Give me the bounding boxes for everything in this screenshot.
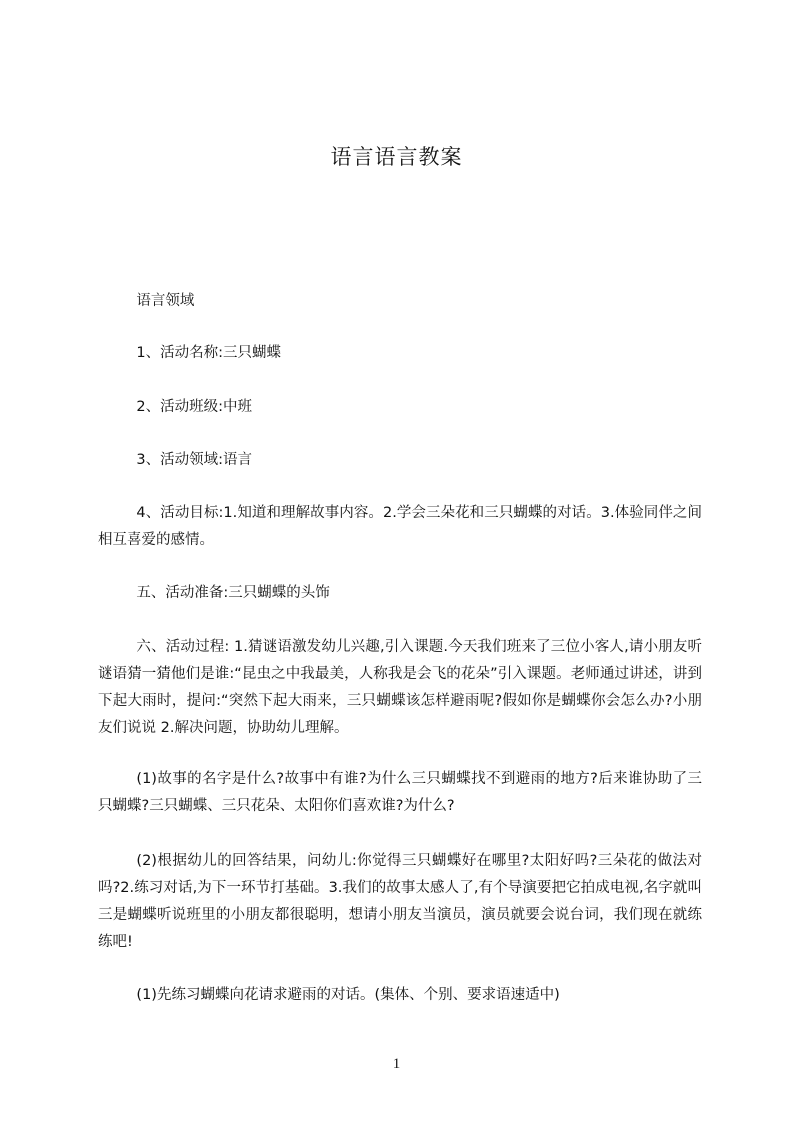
paragraph-dialogue-practice: (1)先练习蝴蝶向花请求避雨的对话。(集体、个别、要求语速适中) bbox=[136, 987, 560, 1003]
page-number: 1 bbox=[392, 1056, 401, 1072]
paragraph-activity-name: 1、活动名称:三只蝴蝶 bbox=[136, 345, 282, 361]
paragraph-activity-field: 3、活动领域:语言 bbox=[136, 452, 253, 468]
paragraph-questions: (1)故事的名字是什么?故事中有谁?为什么三只蝴蝶找不到避雨的地方?后来谁协助了三只蝴蝶?三只蝴蝶、三只花朵、太阳你们喜欢谁?为什么? bbox=[98, 771, 702, 814]
paragraph-activity-preparation: 五、活动准备:三只蝴蝶的头饰 bbox=[136, 585, 330, 601]
paragraph-answers-and-practice: (2)根据幼儿的回答结果，问幼儿:你觉得三只蝴蝶好在哪里?太阳好吗?三朵花的做法对吗?2.练习对话,为下一环节打基础。3.我们的故事太感人了,有个导演要把它拍成电视,名字就叫三是蝴蝶听说班里的小朋友都很聪明，想请小朋友当演员，演员就要会说台词，我们现在就练练吧! bbox=[98, 853, 702, 950]
paragraph-activity-goals: 4、活动目标:1.知道和理解故事内容。2.学会三朵花和三只蝴蝶的对话。3.体验同伴之间相互喜爱的感情。 bbox=[98, 505, 702, 548]
document-title: 语言语言教案 bbox=[330, 145, 463, 169]
paragraph-activity-class: 2、活动班级:中班 bbox=[136, 399, 253, 415]
paragraph-activity-process: 六、活动过程: 1.猜谜语激发幼儿兴趣,引入课题.今天我们班来了三位小客人,请小朋友听谜语猜一猜他们是谁:“昆虫之中我最美，人称我是会飞的花朵”引入课题。老师通过讲述，讲到下起大雨时，提问:“突然下起大雨来，三只蝴蝶该怎样避雨呢?假如你是蝴蝶你会怎么办?小朋友们说说 2.解决问题，协助幼儿理解。 bbox=[98, 639, 702, 736]
paragraph-domain: 语言领域 bbox=[136, 293, 195, 309]
